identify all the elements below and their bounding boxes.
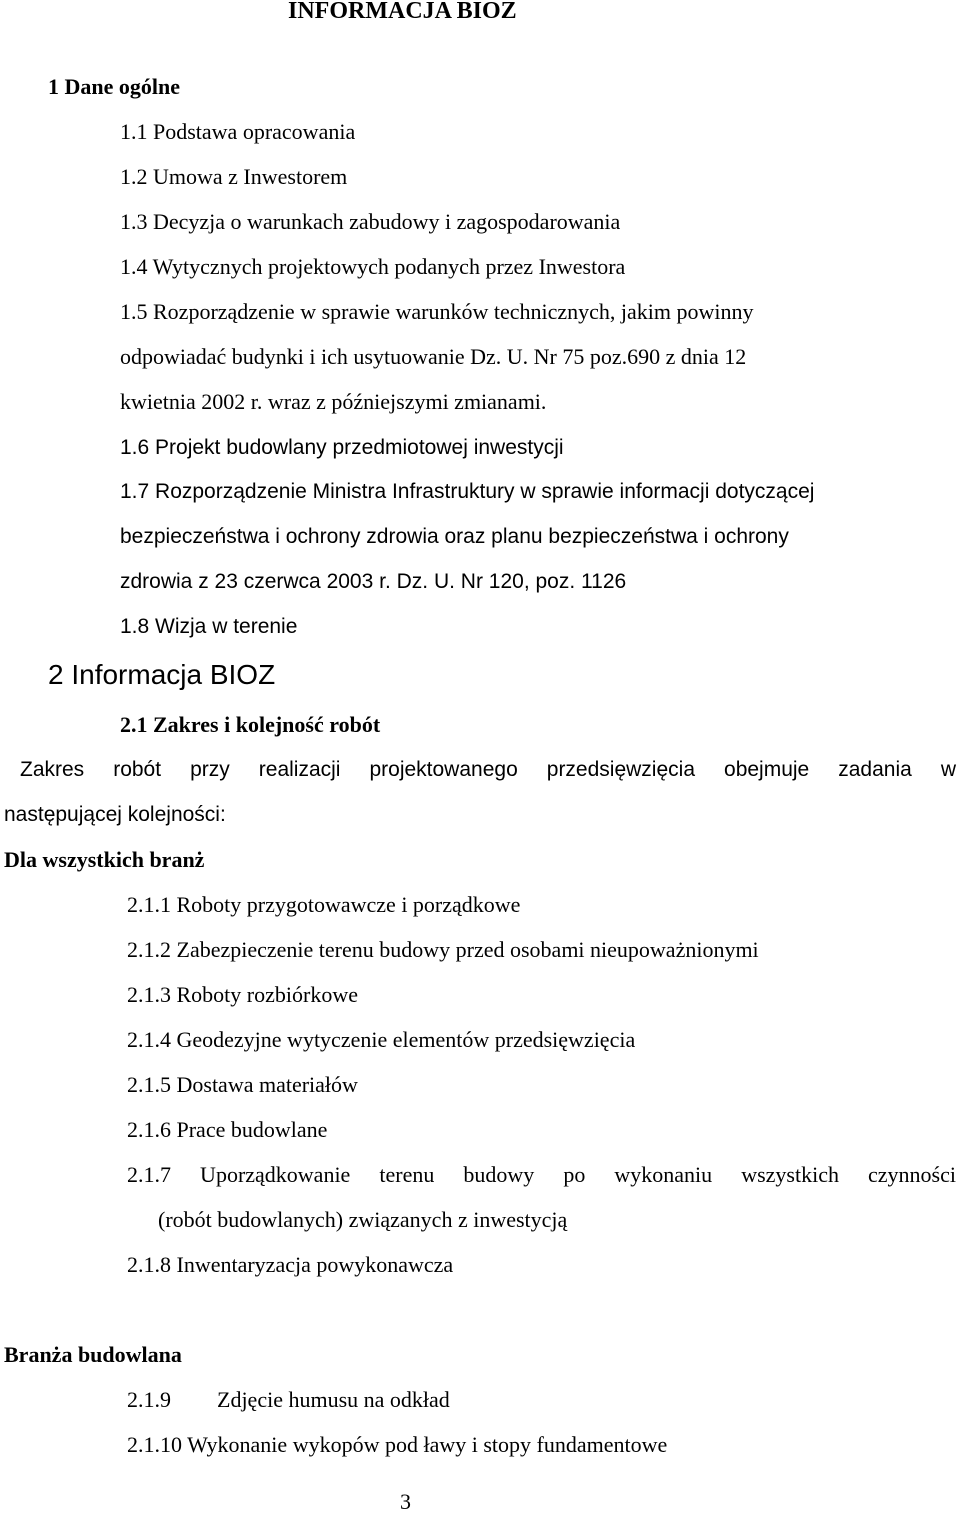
list-item-number: 2.1.9 xyxy=(127,1387,171,1412)
intro-paragraph-continuation: następującej kolejności: xyxy=(4,803,226,826)
section-2-heading: 2 Informacja BIOZ xyxy=(48,659,276,690)
list-item-continuation: bezpieczeństwa i ochrony zdrowia oraz planu bezpieczeństwa i ochrony xyxy=(120,525,789,548)
all-branches-label: Dla wszystkich branż xyxy=(4,847,205,872)
list-item: 1.7 Rozporządzenie Ministra Infrastruktury w sprawie informacji dotyczącej xyxy=(120,480,815,503)
section-1-heading: 1 Dane ogólne xyxy=(48,74,180,99)
list-item-continuation: zdrowia z 23 czerwca 2003 r. Dz. U. Nr 120, poz. 1126 xyxy=(120,570,627,593)
list-item-continuation: kwietnia 2002 r. wraz z późniejszymi zmianami. xyxy=(120,389,547,414)
list-item: 2.1.7 Uporządkowanie terenu budowy po wykonaniu wszystkich czynności xyxy=(127,1162,956,1187)
list-item: 2.1.4 Geodezyjne wytyczenie elementów przedsięwzięcia xyxy=(127,1027,636,1052)
construction-branch-label: Branża budowlana xyxy=(4,1342,182,1367)
list-item: 1.3 Decyzja o warunkach zabudowy i zagospodarowania xyxy=(120,209,621,234)
page-number: 3 xyxy=(400,1489,411,1514)
list-item: 2.1.3 Roboty rozbiórkowe xyxy=(127,982,358,1007)
subsection-heading: 2.1 Zakres i kolejność robót xyxy=(120,712,381,737)
list-item-text: Zdjęcie humusu na odkład xyxy=(217,1387,450,1412)
list-item xyxy=(127,1386,450,1414)
list-item: 1.8 Wizja w terenie xyxy=(120,615,298,638)
list-item: 2.1.5 Dostawa materiałów xyxy=(127,1072,358,1097)
list-item: 1.1 Podstawa opracowania xyxy=(120,119,356,144)
list-item: 1.4 Wytycznych projektowych podanych przez Inwestora xyxy=(120,254,626,279)
list-item: 2.1.1 Roboty przygotowawcze i porządkowe xyxy=(127,892,521,917)
list-item: 2.1.2 Zabezpieczenie terenu budowy przed osobami nieupoważnionymi xyxy=(127,937,759,962)
document-title: INFORMACJA BIOZ xyxy=(288,0,517,24)
list-item: 1.2 Umowa z Inwestorem xyxy=(120,164,348,189)
list-item: 1.6 Projekt budowlany przedmiotowej inwestycji xyxy=(120,436,564,459)
list-item: 2.1.6 Prace budowlane xyxy=(127,1117,328,1142)
list-item: 1.5 Rozporządzenie w sprawie warunków technicznych, jakim powinny xyxy=(120,299,754,324)
list-item: 2.1.8 Inwentaryzacja powykonawcza xyxy=(127,1252,454,1277)
list-item-continuation: odpowiadać budynki i ich usytuowanie Dz. U. Nr 75 poz.690 z dnia 12 xyxy=(120,344,747,369)
intro-paragraph: Zakres robót przy realizacji projektowanego przedsięwzięcia obejmuje zadania w xyxy=(20,758,956,781)
list-item-continuation: (robót budowlanych) związanych z inwestycją xyxy=(158,1207,568,1232)
list-item: 2.1.10 Wykonanie wykopów pod ławy i stopy fundamentowe xyxy=(127,1432,668,1457)
